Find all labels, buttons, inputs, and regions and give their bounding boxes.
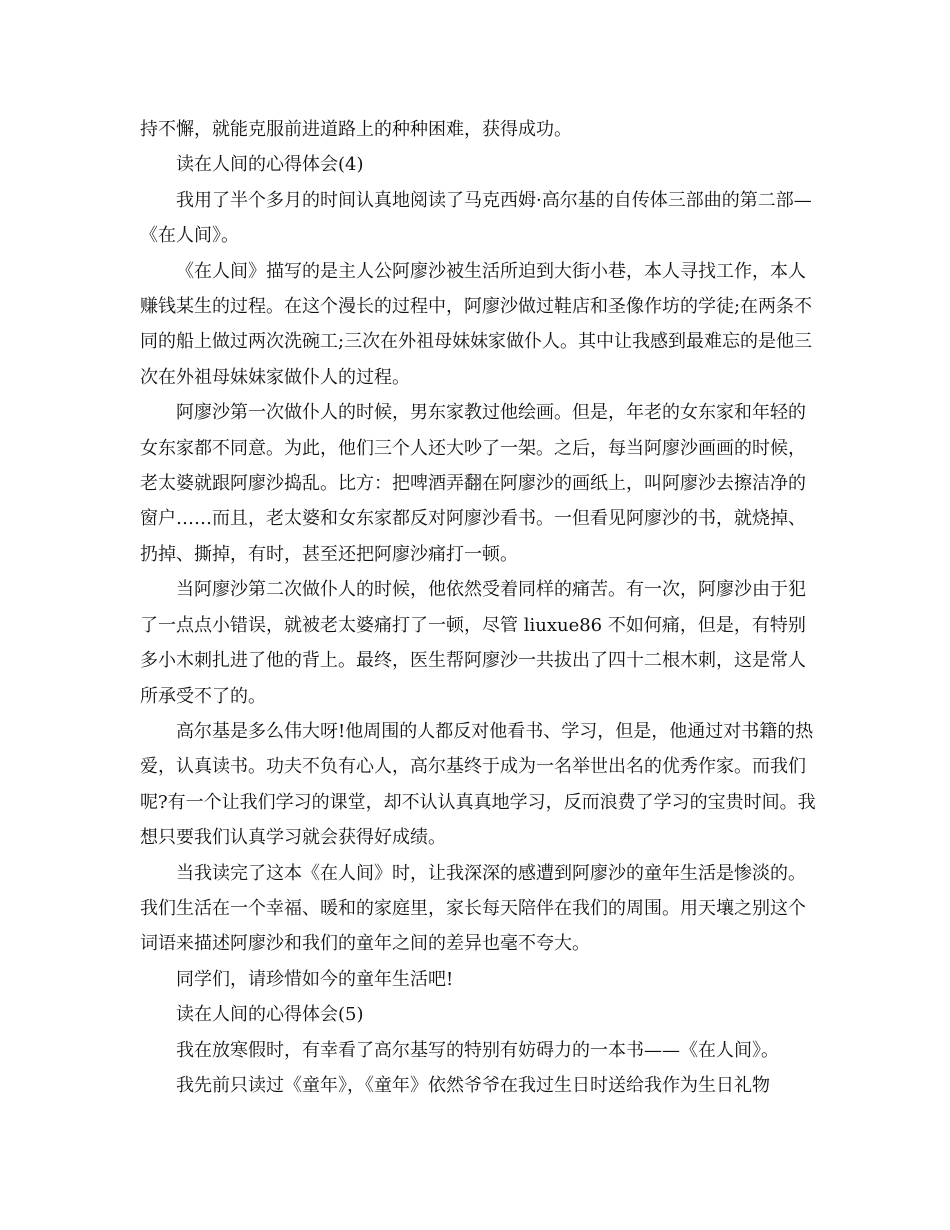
paragraph: 当阿廖沙第二次做仆人的时候，他依然受着同样的痛苦。有一次，阿廖沙由于犯了一点点小错误，就被老太婆痛打了一顿，尽管 liuxue86 不如何痛，但是，有特别多小木刺扎进了他的背上。最终，医生帮阿廖沙一共拔出了四十二根木刺，这是常人所承受不了的。	[140, 579, 806, 707]
paragraph: 高尔基是多么伟大呀!他周围的人都反对他看书、学习，但是，他通过对书籍的热爱，认真读书。功夫不负有心人，高尔基终于成为一名举世出名的优秀作家。而我们呢?有一个让我们学习的课堂，却不认认真真地学习，反而浪费了学习的宝贵时间。我想只要我们认真学习就会获得好成绩。	[140, 720, 816, 849]
paragraph: 同学们，请珍惜如今的童年生活吧!	[176, 968, 454, 990]
paragraph: 我在放寒假时，有幸看了高尔基写的特别有妨碍力的一本书——《在人间》。	[176, 1039, 779, 1061]
paragraph: 我用了半个多月的时间认真地阅读了马克西姆·高尔基的自传体三部曲的第二部—《在人间》。	[140, 189, 812, 247]
paragraph: 当我读完了这本《在人间》时，让我深深的感遭到阿廖沙的童年生活是惨淡的。我们生活在一个幸福、暖和的家庭里，家长每天陪伴在我们的周围。用天壤之别这个词语来描述阿廖沙和我们的童年之间的差异也毫不夸大。	[140, 862, 806, 955]
paragraph: 阿廖沙第一次做仆人的时候，男东家教过他绘画。但是，年老的女东家和年轻的女东家都不同意。为此，他们三个人还大吵了一架。之后，每当阿廖沙画画的时候，老太婆就跟阿廖沙捣乱。比方：把啤酒弄翻在阿廖沙的画纸上，叫阿廖沙去擦洁净的窗户……而且，老太婆和女东家都反对阿廖沙看书。一但看见阿廖沙的书，就烧掉、扔掉、撕掉，有时，甚至还把阿廖沙痛打一顿。	[140, 402, 806, 565]
section-heading: 读在人间的心得体会(5)	[176, 1004, 364, 1026]
paragraph: 持不懈，就能克服前进道路上的种种困难，获得成功。	[140, 119, 572, 140]
paragraph: 我先前只读过《童年》，《童年》依然爷爷在我过生日时送给我作为生日礼物	[176, 1074, 770, 1096]
section-heading: 读在人间的心得体会(4)	[176, 154, 364, 176]
paragraph: 《在人间》描写的是主人公阿廖沙被生活所迫到大街小巷，本人寻找工作，本人赚钱某生的过程。在这个漫长的过程中，阿廖沙做过鞋店和圣像作坊的学徒;在两条不同的船上做过两次洗碗工;三次在外祖母妹妹家做仆人。其中让我感到最难忘的是他三次在外祖母妹妹家做仆人的过程。	[140, 260, 813, 388]
document-body	[140, 112, 820, 1103]
